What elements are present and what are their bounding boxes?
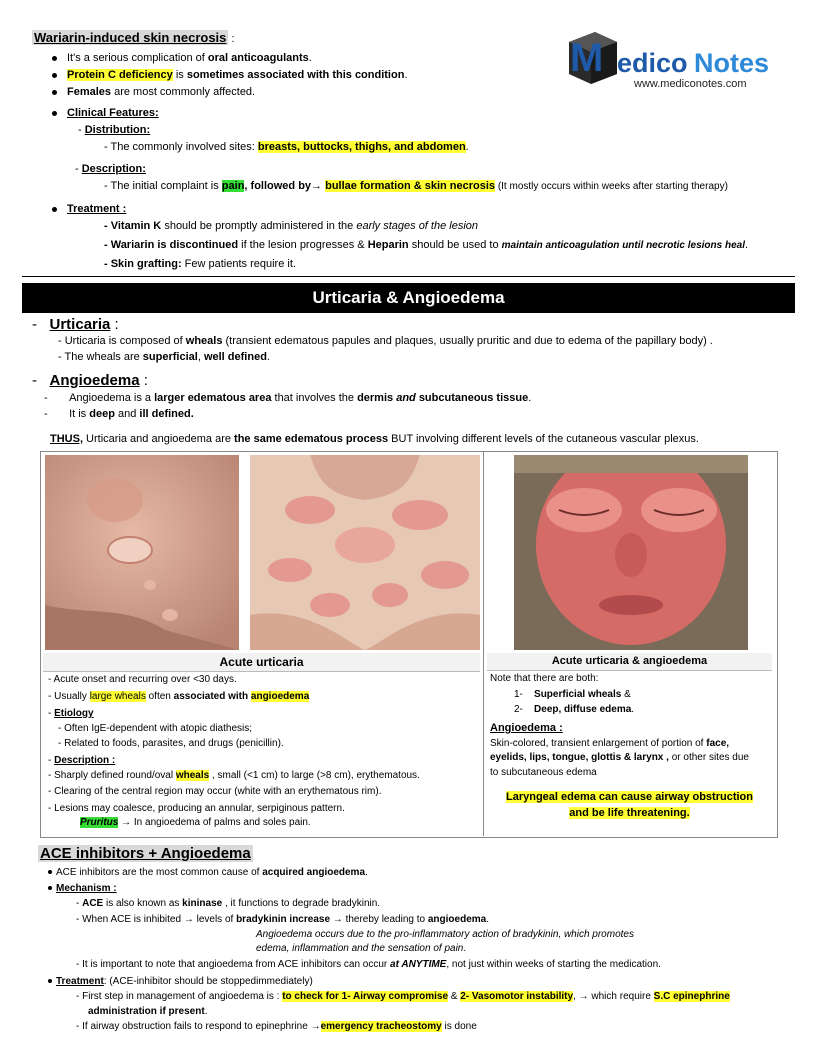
logo-notes: Notes: [694, 48, 770, 78]
urticaria-chest-photo: [250, 455, 480, 650]
angioedema-line: - It is deep and ill defined.: [44, 408, 194, 420]
acute-urticaria-header: Acute urticaria: [43, 653, 480, 672]
acute-item: - Etiology: [48, 708, 94, 719]
bullet-icon: [48, 979, 52, 983]
section-banner: Urticaria & Angioedema: [22, 283, 795, 313]
arrow-right-icon: →: [183, 914, 194, 925]
logo-edico: edico: [617, 48, 688, 78]
list-item: It's a serious complication of oral anticoagulants.: [52, 51, 312, 66]
list-item: [52, 106, 159, 121]
panel-divider: [483, 451, 484, 836]
urticaria-title: Urticaria: [49, 316, 111, 333]
angioedema-title: Angioedema: [49, 372, 140, 389]
angioedema-heading: - Angioedema :: [32, 372, 148, 389]
arrow-right-icon: →: [330, 914, 343, 925]
acute-item: - Related to foods, parasites, and drugs (penicillin).: [58, 738, 284, 749]
urticaria-cheek-photo: [45, 455, 239, 650]
angioedema-face-photo: [514, 455, 748, 650]
ace-heading: [38, 845, 253, 864]
angio-line: Skin-colored, transient enlargement of portion of face,: [490, 738, 730, 749]
acute-item: - Description :: [48, 755, 116, 766]
ace-item: - First step in management of angioedema is : to check for 1- Airway compromise & 2- Vasomotor instability, → which require S.C epinephrine: [76, 991, 730, 1002]
treatment-line: - Skin grafting: Few patients require it.: [104, 258, 296, 270]
treatment-line: - Vitamin K should be promptly administered in the early stages of the lesion: [104, 220, 479, 232]
distribution-heading: - Distribution:: [78, 124, 151, 136]
ace-item: Treatment: (ACE-inhibitor should be stoppedimmediately): [48, 975, 313, 989]
bullet-icon: [52, 111, 57, 116]
ace-item: ACE inhibitors are the most common cause of acquired angioedema.: [48, 866, 368, 880]
arrow-right-icon: →: [121, 817, 132, 828]
ace-item: - ACE is also known as kininase , it functions to degrade bradykinin.: [76, 898, 381, 909]
ace-item: administration if present.: [88, 1006, 208, 1017]
angio-line: to subcutaneous edema: [490, 767, 597, 778]
urticaria-line: - The wheals are superficial, well defined.: [58, 351, 270, 363]
acute-item: - Acute onset and recurring over <30 days.: [48, 674, 237, 685]
bullet-icon: [52, 90, 57, 95]
acute-item: Pruritus → In angioedema of palms and soles pain.: [80, 817, 311, 828]
logo-url: www.mediconotes.com: [634, 78, 747, 90]
angioedema-line: - Angioedema is a larger edematous area that involves the dermis and subcutaneous tissue.: [44, 392, 532, 404]
ace-title: ACE inhibitors + Angioedema: [40, 845, 251, 862]
list-item: Females are most commonly affected.: [52, 85, 255, 100]
logo-m: M: [570, 36, 604, 80]
note-line: Note that there are both:: [490, 673, 599, 684]
bullet-icon: [48, 886, 52, 890]
note-line: 1- Superficial wheals &: [514, 689, 631, 700]
ace-item: Mechanism :: [48, 882, 117, 896]
arrow-right-icon: →: [578, 991, 589, 1002]
acute-item: - Lesions may coalesce, producing an annular, serpiginous pattern.: [48, 803, 345, 814]
acute-item: - Clearing of the central region may occur (white with an erythematous rim).: [48, 786, 382, 797]
urticaria-heading: - Urticaria :: [32, 316, 119, 333]
arrow-right-icon: →: [310, 1021, 321, 1032]
acute-angioedema-header: Acute urticaria & angioedema: [487, 653, 772, 671]
thus-line: THUS, Urticaria and angioedema are the same edematous process BUT involving different levels of the cutaneous vascular plexus.: [50, 433, 699, 445]
treatment-title: Treatment :: [67, 203, 127, 215]
warning-line-2: and be life threatening.: [569, 807, 690, 819]
bullet-icon: [52, 207, 57, 212]
ace-item: edema, inflammation and the sensation of pain.: [256, 943, 467, 954]
list-item: Protein C deficiency is sometimes associated with this condition.: [52, 68, 408, 83]
urticaria-line: - Urticaria is composed of wheals (transient edematous papules and plaques, usually pruritic and due to edema of the papillary body) .: [58, 335, 713, 347]
necrosis-title: Wariarin-induced skin necrosis: [34, 30, 227, 45]
description-text: - The initial complaint is pain, followed by→ bullae formation & skin necrosis (It mostly occurs within weeks after starting therapy): [104, 180, 728, 192]
distribution-text: - The commonly involved sites: breasts, buttocks, thighs, and abdomen.: [104, 141, 469, 153]
list-item: [52, 202, 126, 217]
bullet-icon: [48, 870, 52, 874]
divider: [22, 276, 795, 277]
angioedema-subtitle: Angioedema :: [490, 722, 563, 734]
bullet-icon: [52, 73, 57, 78]
necrosis-heading: Wariarin-induced skin necrosis :: [34, 30, 235, 45]
ace-item: - If airway obstruction fails to respond to epinephrine →emergency tracheostomy is done: [76, 1021, 477, 1032]
warning-line-1: Laryngeal edema can cause airway obstruction: [506, 791, 753, 803]
acute-item: - Often IgE-dependent with atopic diathesis;: [58, 723, 253, 734]
ace-item: - When ACE is inhibited → levels of bradykinin increase → thereby leading to angioedema.: [76, 914, 489, 925]
clinical-features-title: Clinical Features:: [67, 107, 159, 119]
arrow-right-icon: →: [311, 180, 326, 192]
ace-item: - It is important to note that angioedema from ACE inhibitors can occur at ANYTIME, not just within weeks of starting the medication.: [76, 959, 661, 970]
description-heading: - Description:: [75, 163, 146, 175]
angio-line: eyelids, lips, tongue, glottis & larynx , or other sites due: [490, 752, 749, 763]
note-line: 2- Deep, diffuse edema.: [514, 704, 635, 715]
acute-item: - Sharply defined round/oval wheals , small (<1 cm) to large (>8 cm), erythematous.: [48, 770, 420, 781]
bullet-icon: [52, 56, 57, 61]
acute-item: - Usually large wheals often associated with angioedema: [48, 691, 310, 702]
treatment-line: - Wariarin is discontinued if the lesion progresses & Heparin should be used to maintain anticoagulation until necrotic lesions heal.: [104, 239, 749, 251]
ace-item: Angioedema occurs due to the pro-inflammatory action of bradykinin, which promotes: [256, 929, 634, 940]
warning-box: [487, 789, 772, 821]
